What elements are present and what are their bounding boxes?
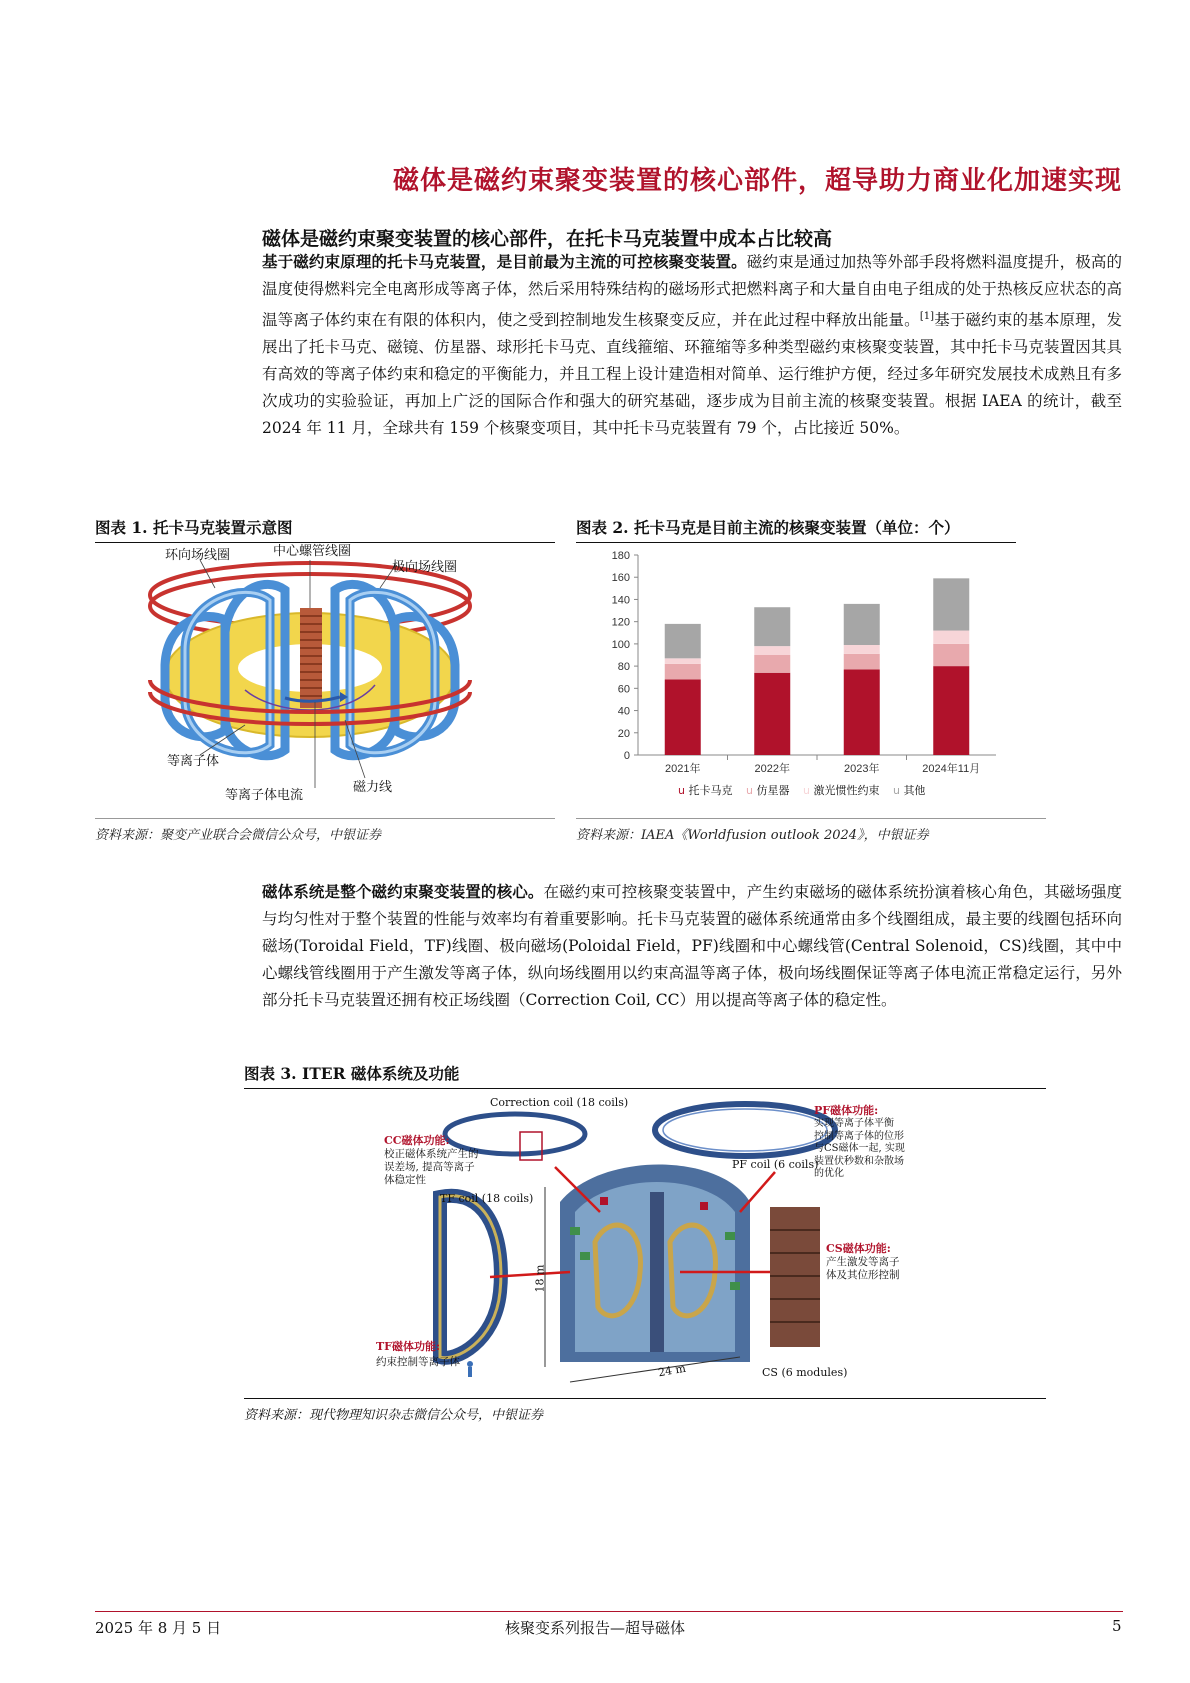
label-cs-text [826, 1256, 900, 1282]
cs-modules [770, 1207, 820, 1347]
pf-text-line-3: 与CS磁体一起, 实现 [814, 1143, 905, 1154]
pf-coil-ring [655, 1104, 835, 1156]
label-cc-text [384, 1148, 479, 1187]
bar-segment-1 [933, 644, 969, 666]
bar-segment-0 [933, 666, 969, 755]
y-tick-label: 180 [611, 550, 630, 562]
y-tick-label: 80 [617, 661, 630, 674]
bar-segment-0 [754, 673, 790, 755]
figure-3-source: 资料来源：现代物理知识杂志微信公众号，中银证券 [244, 1408, 544, 1423]
bar-segment-0 [844, 669, 880, 755]
label-pf-title: PF磁体功能: [814, 1104, 879, 1117]
y-tick-label: 100 [611, 638, 630, 651]
bar-segment-2 [844, 645, 880, 654]
legend-tokamak: 托卡马克 [688, 784, 733, 797]
label-cs-title: CS磁体功能: [826, 1242, 891, 1255]
label-tf-text: 约束控制等离子体 [376, 1356, 460, 1368]
legend-laser: 激光惯性约束 [813, 784, 880, 797]
footer-page-number: 5 [1112, 1617, 1122, 1635]
x-tick-label: 2023年 [844, 763, 880, 775]
figure-1-source: 资料来源：聚变产业联合会微信公众号，中银证券 [95, 818, 555, 843]
figure-1-title: 图表 1. 托卡马克装置示意图 [95, 516, 555, 543]
bar-segment-3 [844, 604, 880, 645]
legend-marker-other: u [892, 784, 900, 797]
x-tick-label: 2022年 [754, 763, 790, 775]
legend-marker-tokamak: u [678, 784, 685, 797]
iter-center-stack [650, 1192, 664, 1352]
label-field-line: 磁力线 [353, 780, 393, 795]
legend-other: 其他 [903, 784, 926, 797]
central-solenoid [300, 608, 322, 708]
cc-text-line-3: 体稳定性 [384, 1174, 426, 1186]
figure-2-title: 图表 2. 托卡马克是目前主流的核聚变装置（单位：个） [576, 516, 1016, 543]
pf-text-line-1: 实现等离子体平衡 [814, 1118, 894, 1129]
tokamak-diagram [95, 540, 555, 810]
paragraph-2 [262, 878, 1122, 1014]
pf-text-line-5: 的优化 [814, 1168, 844, 1179]
main-title: 磁体是磁约束聚变装置的核心部件，超导助力商业化加速实现 [392, 166, 1122, 196]
legend-stellarator: 仿星器 [756, 784, 790, 797]
paragraph-1-part1: 磁约束是通过加热等外部手段将燃料温度提升，极高的温度使得燃料完全电离形成等离子体，然后采用特殊结构的磁场形式把燃料离子和大量自由电子组成的处于热核反应状态的高温等离子体约束在有限的体积内，使之受到控制地发生核聚变反应，并在此过程中释放出能量。 [262, 253, 1122, 330]
y-tick-label: 0 [623, 750, 630, 762]
section-title: 磁体是磁约束聚变装置的核心部件，在托卡马克装置中成本占比较高 [262, 228, 833, 250]
y-tick-label: 20 [617, 727, 630, 740]
label-central-solenoid: 中心螺管线圈 [273, 544, 352, 559]
paragraph-1-part2: 基于磁约束的基本原理，发展出了托卡马克、磁镜、仿星器、球形托卡马克、直线箍缩、环箍缩等多种类型磁约束核聚变装置，其中托卡马克装置因其具有高效的等离子体约束和稳定的平衡能力，并且工程上设计建造相对简单、运行维护方便，经过多年研究发展技术成熟且有多次成功的实验验证，再加上广泛的国际合作和强大的研究基础，逐步成为目前主流的核聚变装置。根据 IAEA 的统计，截至 2024 年 11 月，全球共有 159 个核聚变项目，其中托卡马克装置有 79 个，占比接近 50%。 [262, 311, 1122, 438]
figure-3-image [370, 1092, 930, 1392]
figure-3-rule [244, 1398, 1046, 1399]
pf-text-line-2: 控制等离子体的位形 [814, 1130, 904, 1142]
label-toroidal-coil: 环向场线圈 [165, 548, 231, 563]
pf-coil-ring-inner [663, 1109, 827, 1151]
chart-legend [678, 782, 925, 798]
bar-segment-1 [754, 655, 790, 673]
paragraph-2-text: 在磁约束可控核聚变装置中，产生约束磁场的磁体系统扮演着核心角色，其磁场强度与均匀性对于整个装置的性能与效率均有着重要影响。托卡马克装置的磁体系统通常由多个线圈组成，最主要的线圈包括环向磁场(Toroidal Field，TF)线圈、极向磁场(Poloidal Field，PF)线圈和中心螺线管(Central Solenoid，CS)线圈，其中中心螺线管线圈用于产生激发等离子体，纵向场线圈用以约束高温等离子体，极向场线圈保证等离子体电流正常稳定运行，另外部分托卡马克装置还拥有校正场线圈（Correction Coil, CC）用以提高等离子体的稳定性。 [262, 883, 1122, 1009]
bar-segment-2 [665, 658, 701, 664]
bar-segment-2 [754, 646, 790, 655]
cc-text-line-2: 误差场, 提高等离子 [384, 1161, 475, 1173]
label-poloidal-coil: 极向场线圈 [392, 560, 458, 575]
y-tick-label: 160 [611, 572, 630, 585]
label-cs-coil: CS (6 modules) [762, 1366, 848, 1379]
y-tick-label: 40 [617, 705, 630, 718]
paragraph-1 [262, 248, 1122, 442]
footer-date: 2025 年 8 月 5 日 [95, 1619, 222, 1637]
cs-text-line-2: 体及其位形控制 [826, 1269, 900, 1281]
label-plasma: 等离子体 [167, 754, 220, 769]
y-tick-label: 60 [617, 683, 630, 696]
pf-text-line-4: 装置伏秒数和杂散场 [814, 1155, 904, 1167]
cs-text-line-1: 产生激发等离子 [826, 1256, 900, 1268]
footer-title: 核聚变系列报告—超导磁体 [504, 1619, 685, 1637]
label-pf-coil: PF coil (6 coils) [732, 1158, 819, 1171]
reference-marker[interactable]: [1] [919, 311, 935, 322]
paragraph-1-lead: 基于磁约束原理的托卡马克装置，是目前最为主流的可控核聚变装置。 [262, 252, 747, 271]
label-height: 18 m [533, 1264, 547, 1293]
bar-segment-3 [754, 607, 790, 646]
legend-marker-stellarator: u [745, 784, 753, 797]
legend-marker-laser: u [802, 784, 810, 797]
stacked-bar-chart [576, 543, 1016, 805]
figure-3-title: 图表 3. ITER 磁体系统及功能 [244, 1062, 1046, 1089]
bar-segment-1 [844, 654, 880, 670]
figure-2-source: 资料来源：IAEA《Worldfusion outlook 2024》，中银证券 [576, 818, 1046, 843]
label-correction-coil: Correction coil (18 coils) [490, 1096, 629, 1109]
person-icon [467, 1361, 473, 1367]
cc-text-line-1: 校正磁体系统产生的 [384, 1148, 479, 1160]
bar-segment-3 [933, 578, 969, 630]
y-tick-label: 140 [611, 594, 630, 607]
y-tick-label: 120 [611, 616, 630, 629]
figure-2-chart [576, 543, 1016, 805]
bar-segment-0 [665, 679, 701, 755]
x-tick-label: 2021年 [665, 763, 701, 775]
person-body-icon [468, 1367, 472, 1377]
label-tf-coil: TF coil (18 coils) [440, 1192, 534, 1205]
label-pf-text [814, 1118, 905, 1181]
paragraph-2-lead: 磁体系统是整个磁约束聚变装置的核心。 [262, 882, 544, 901]
label-plasma-current: 等离子体电流 [225, 788, 304, 803]
footer-rule [95, 1611, 1123, 1612]
label-cc-title: CC磁体功能: [384, 1134, 450, 1147]
bar-segment-3 [665, 624, 701, 658]
bar-segment-1 [665, 664, 701, 680]
x-tick-label: 2024年11月 [922, 763, 981, 775]
label-tf-title: TF磁体功能: [376, 1340, 441, 1353]
label-width: 24 m [657, 1361, 687, 1380]
bar-segment-2 [933, 631, 969, 644]
figure-1-image [95, 540, 555, 810]
